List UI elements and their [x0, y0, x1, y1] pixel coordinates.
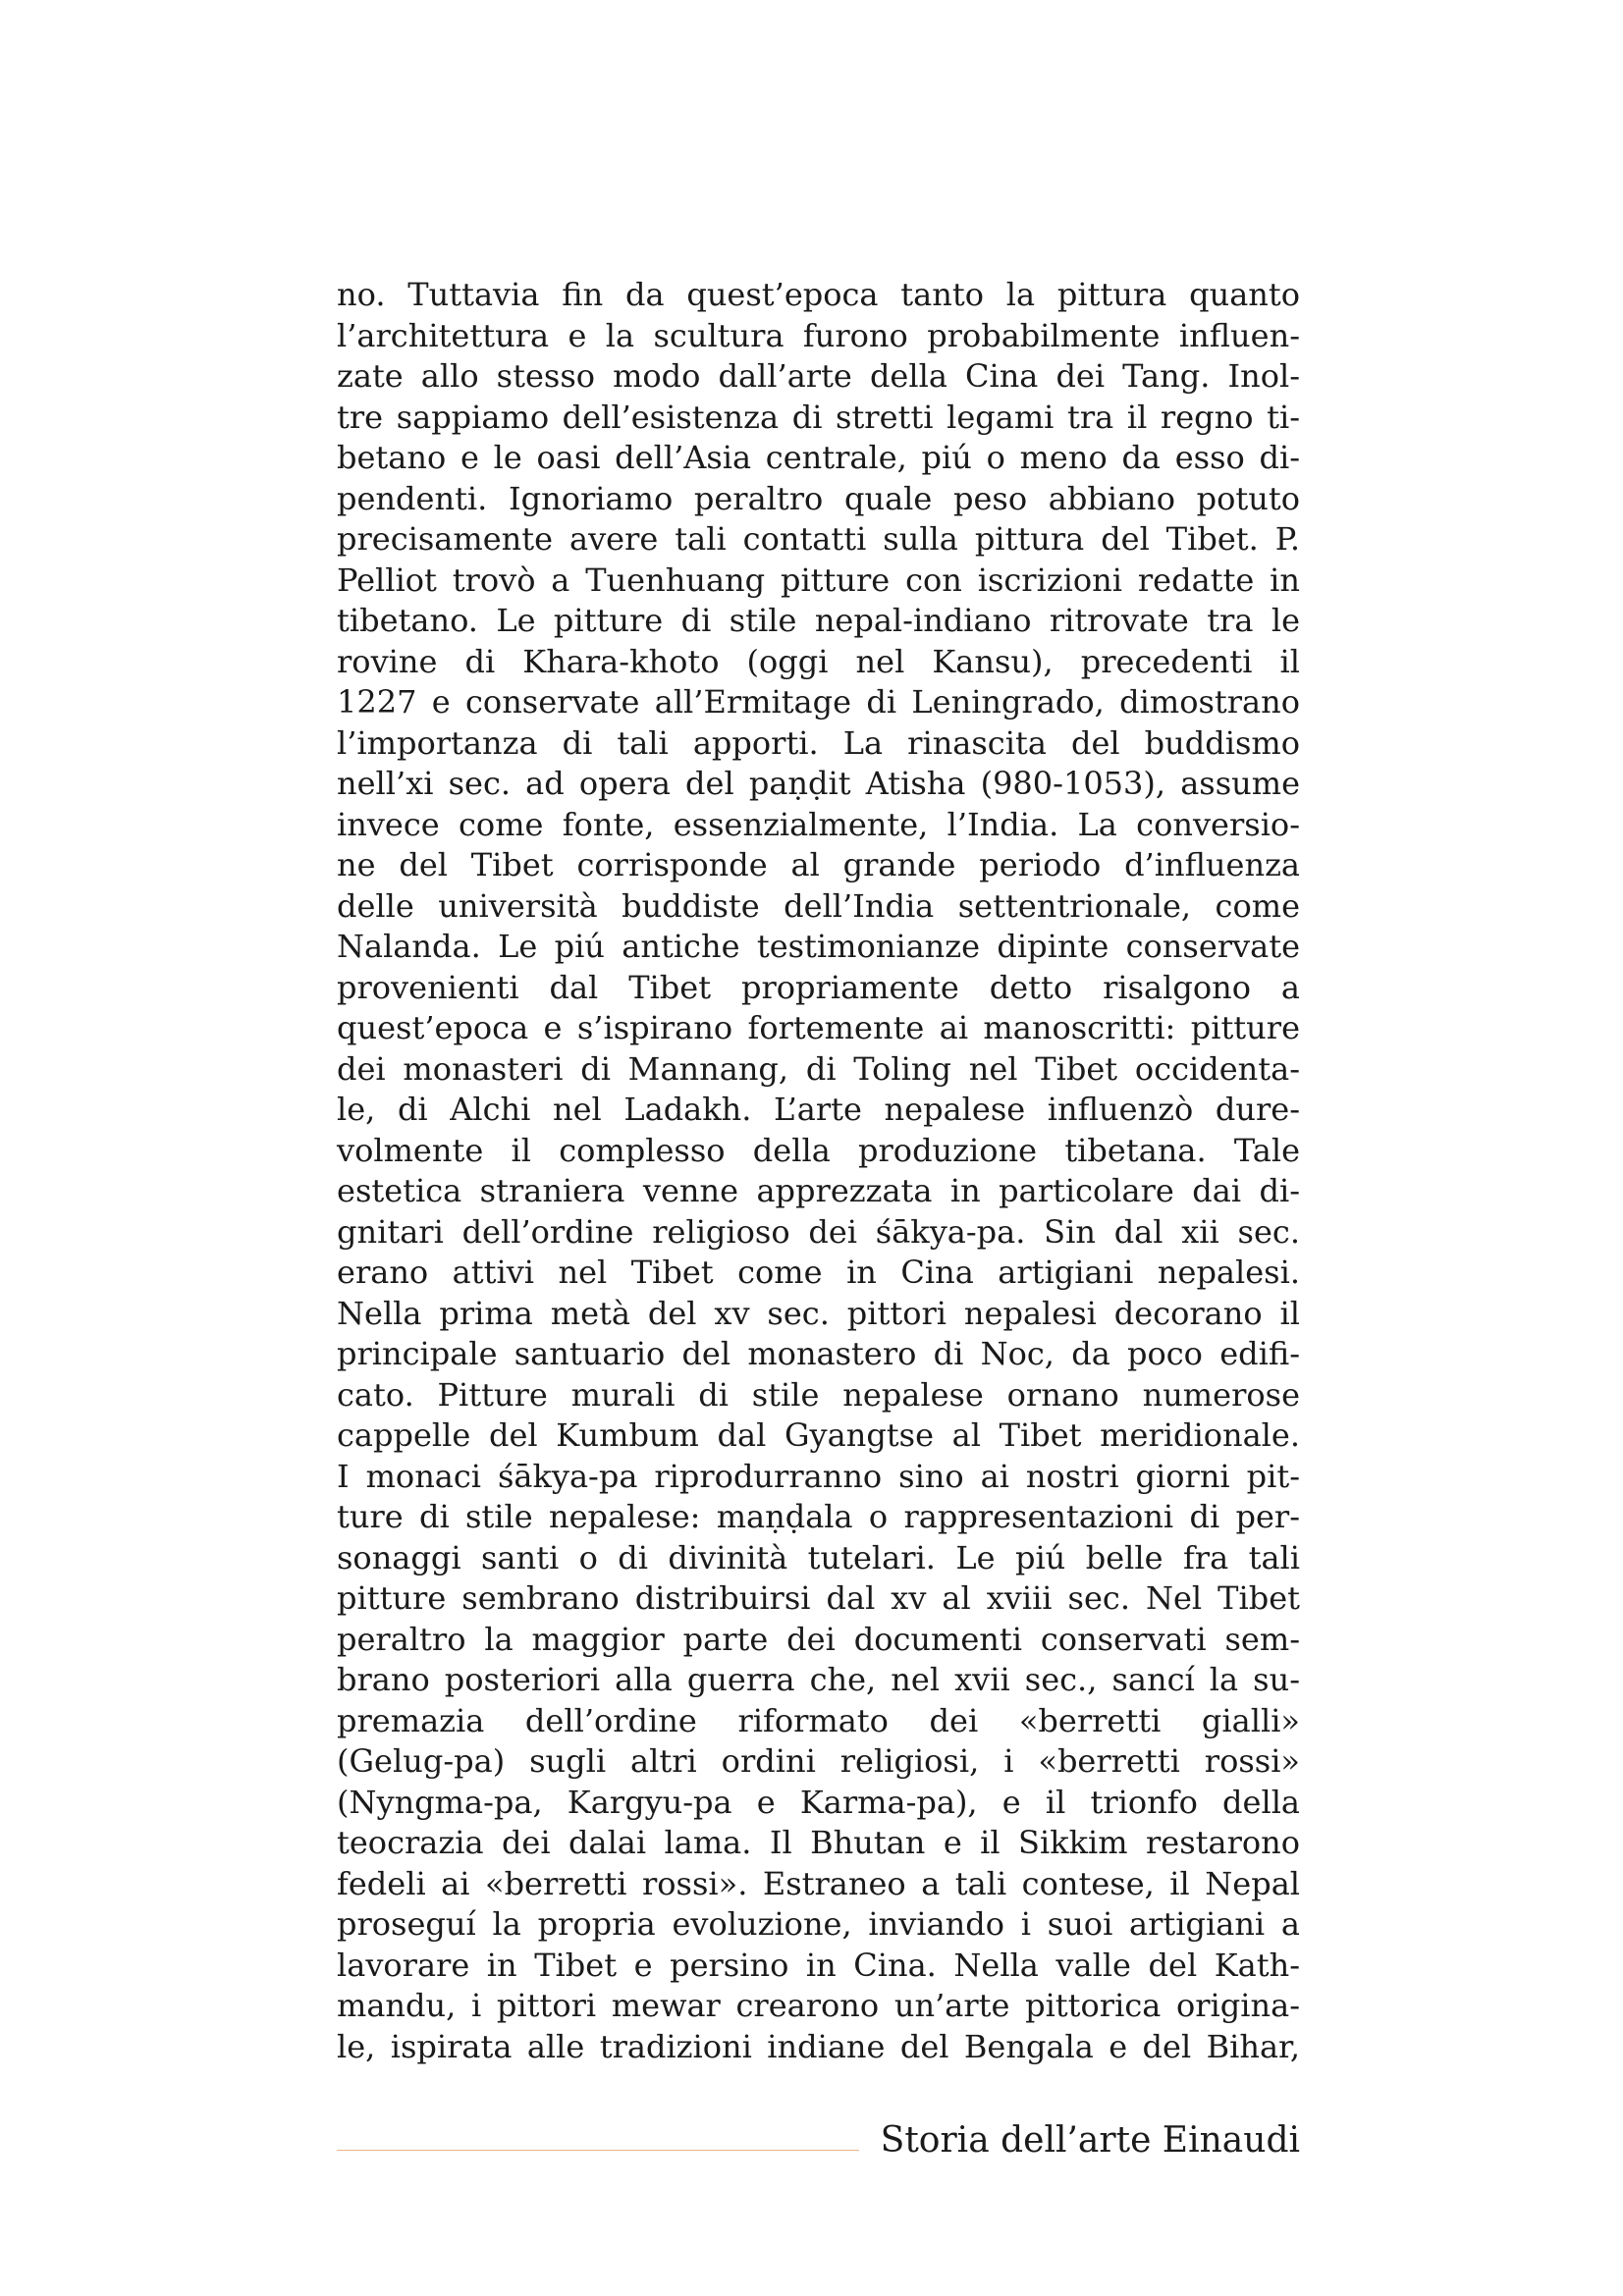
text-line: (Gelug-pa) sugli altri ordini religiosi, i «berretti rossi» — [337, 1742, 1300, 1780]
text-line: teocrazia dei dalai lama. Il Bhutan e il Sikkim restarono — [337, 1824, 1300, 1861]
text-line: principale santuario del monastero di Noc, da poco edifi- — [337, 1335, 1300, 1372]
text-line: pendenti. Ignoriamo peraltro quale peso abbiano potuto — [337, 479, 1300, 517]
page-footer — [337, 2120, 1300, 2179]
body-text — [337, 275, 1300, 2067]
text-line: proseguí la propria evoluzione, inviando i suoi artigiani a — [337, 1905, 1300, 1943]
text-line: (Nyngma-pa, Kargyu-pa e Karma-pa), e il trionfo della — [337, 1783, 1300, 1821]
text-line: nell’xi sec. ad opera del paṇḍit Atisha (980-1053), assume — [337, 765, 1300, 802]
text-line: premazia dell’ordine riformato dei «berretti gialli» — [337, 1701, 1300, 1739]
text-line: pitture sembrano distribuirsi dal xv al xviii sec. Nel Tibet — [337, 1579, 1300, 1617]
text-line: Nalanda. Le piú antiche testimonianze dipinte conservate — [337, 928, 1300, 965]
text-line: zate allo stesso modo dall’arte della Cina dei Tang. Inol- — [337, 357, 1300, 395]
text-line: betano e le oasi dell’Asia centrale, piú o meno da esso di- — [337, 439, 1300, 476]
text-line: estetica straniera venne apprezzata in particolare dai di- — [337, 1172, 1300, 1209]
footer-rule — [337, 2150, 859, 2151]
text-line: precisamente avere tali contatti sulla pittura del Tibet. P. — [337, 520, 1300, 558]
text-line: dei monasteri di Mannang, di Toling nel Tibet occidenta- — [337, 1049, 1300, 1088]
text-line: le, ispirata alle tradizioni indiane del Bengala e del Bihar, — [337, 2027, 1300, 2065]
text-line: quest’epoca e s’ispirano fortemente ai manoscritti: pitture — [337, 1009, 1300, 1046]
text-line: 1227 e conservate all’Ermitage di Leningrado, dimostrano — [337, 683, 1300, 721]
footer-title: Storia dell’arte Einaudi — [880, 2120, 1300, 2161]
text-line: peraltro la maggior parte dei documenti conservati sem- — [337, 1620, 1300, 1658]
text-line: l’importanza di tali apporti. La rinascita del buddismo — [337, 723, 1300, 762]
text-line: volmente il complesso della produzione tibetana. Tale — [337, 1131, 1300, 1169]
text-line: ture di stile nepalese: maṇḍala o rappresentazioni di per- — [337, 1498, 1300, 1535]
text-line: tibetano. Le pitture di stile nepal-indiano ritrovate tra le — [337, 602, 1300, 639]
text-line: mandu, i pittori mewar crearono un’arte pittorica origina- — [337, 1987, 1300, 2024]
text-line: ne del Tibet corrisponde al grande periodo d’influenza — [337, 846, 1300, 883]
text-line: le, di Alchi nel Ladakh. L’arte nepalese influenzò dure- — [337, 1091, 1300, 1128]
text-line: rovine di Khara-khoto (oggi nel Kansu), precedenti il — [337, 642, 1300, 680]
text-line: gnitari dell’ordine religioso dei śākya-pa. Sin dal xii sec. — [337, 1212, 1300, 1251]
text-line: sonaggi santi o di divinità tutelari. Le piú belle fra tali — [337, 1538, 1300, 1576]
text-line: tre sappiamo dell’esistenza di stretti legami tra il regno ti- — [337, 398, 1300, 436]
text-line: cappelle del Kumbum dal Gyangtse al Tibet meridionale. — [337, 1416, 1300, 1454]
text-line: I monaci śākya-pa riprodurranno sino ai nostri giorni pit- — [337, 1457, 1300, 1495]
text-line: Pelliot trovò a Tuenhuang pitture con iscrizioni redatte in — [337, 561, 1300, 599]
text-line: erano attivi nel Tibet come in Cina artigiani nepalesi. — [337, 1254, 1300, 1291]
text-line: cato. Pitture murali di stile nepalese ornano numerose — [337, 1375, 1300, 1414]
text-line: fedeli ai «berretti rossi». Estraneo a tali contese, il Nepal — [337, 1864, 1300, 1902]
text-line: invece come fonte, essenzialmente, l’India. La conversio- — [337, 805, 1300, 843]
text-line: l’architettura e la scultura furono probabilmente influen- — [337, 316, 1300, 354]
text-line: lavorare in Tibet e persino in Cina. Nella valle del Kath- — [337, 1946, 1300, 1984]
text-line: provenienti dal Tibet propriamente detto risalgono a — [337, 968, 1300, 1006]
text-line: brano posteriori alla guerra che, nel xvii sec., sancí la su- — [337, 1661, 1300, 1698]
text-line: Nella prima metà del xv sec. pittori nepalesi decorano il — [337, 1294, 1300, 1332]
text-line: no. Tuttavia fin da quest’epoca tanto la pittura quanto — [337, 276, 1300, 313]
text-line: delle università buddiste dell’India settentrionale, come — [337, 886, 1300, 925]
